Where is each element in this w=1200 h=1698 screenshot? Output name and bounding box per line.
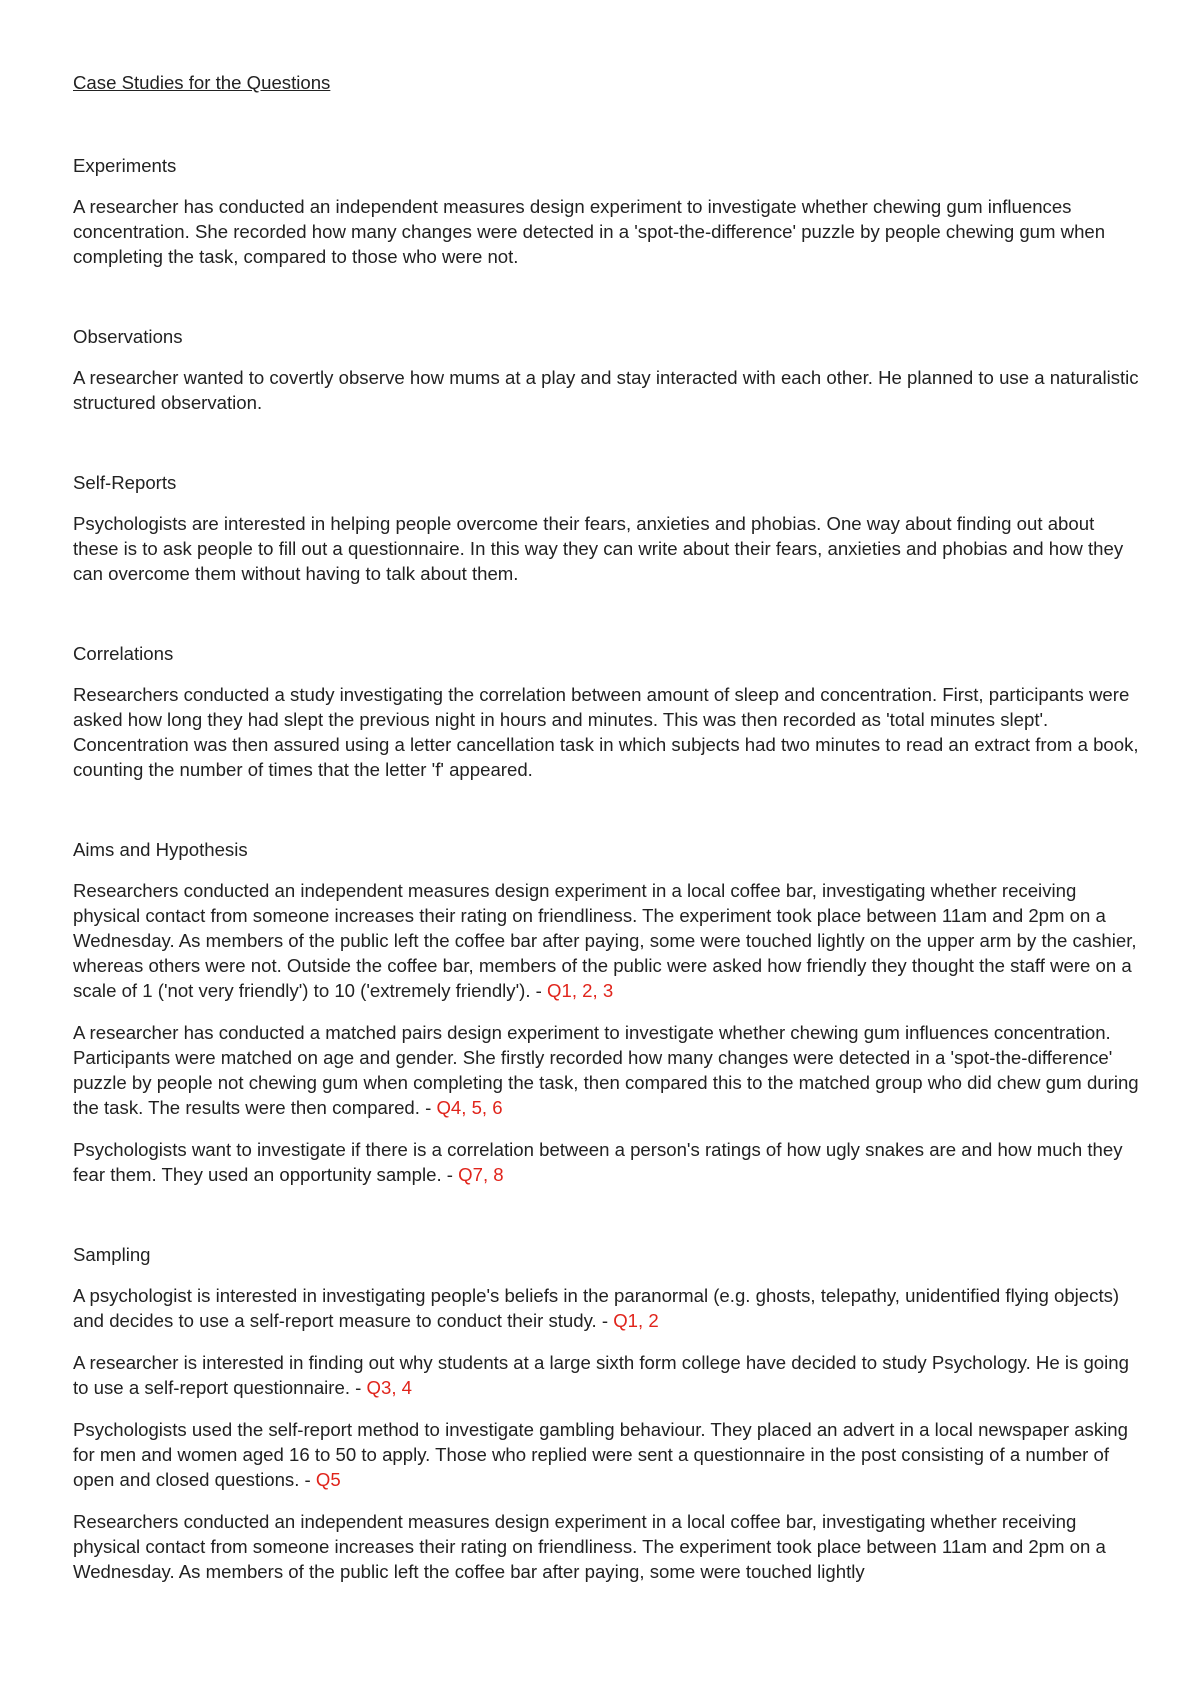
- case-study-paragraph: [73, 1283, 1143, 1333]
- case-study-paragraph: [73, 511, 1143, 586]
- question-reference: Q1, 2: [613, 1310, 659, 1331]
- case-study-paragraph: [73, 878, 1143, 1003]
- case-study-paragraph: [73, 365, 1143, 415]
- section-heading-sampling: Sampling: [73, 1244, 151, 1265]
- question-reference: Q4, 5, 6: [436, 1097, 503, 1118]
- paragraph-text: Researchers conducted an independent measures design experiment in a local coffee bar, investigating whether receiving physical contact from someone increases their rating on friendliness. The experiment took place between 11am and 2pm on a Wednesday. As members of the public left the coffee bar after paying, some were touched lightly: [73, 1511, 1106, 1582]
- paragraph-text: Researchers conducted a study investigating the correlation between amount of sleep and concentration. First, participants were asked how long they had slept the previous night in hours and minutes. This was then recorded as 'total minutes slept'. Concentration was then assured using a letter cancellation task in which subjects had two minutes to read an extract from a book, counting the number of times that the letter 'f' appeared.: [73, 684, 1139, 780]
- document-page: [73, 70, 1143, 1584]
- case-study-paragraph: [73, 194, 1143, 269]
- case-study-paragraph: [73, 1020, 1143, 1120]
- document-title: Case Studies for the Questions: [73, 72, 331, 93]
- case-study-paragraph: [73, 1417, 1143, 1492]
- section-heading-observations: Observations: [73, 326, 183, 347]
- paragraph-text: A researcher has conducted an independent measures design experiment to investigate whether chewing gum influences concentration. She recorded how many changes were detected in a 'spot-the-difference' puzzle by people chewing gum when completing the task, compared to those who were not.: [73, 196, 1106, 267]
- paragraph-text: Researchers conducted an independent measures design experiment in a local coffee bar, investigating whether receiving physical contact from someone increases their rating on friendliness. The experiment took place between 11am and 2pm on a Wednesday. As members of the public left the coffee bar after paying, some were touched lightly on the upper arm by the cashier, whereas others were not. Outside the coffee bar, members of the public were asked how friendly they thought the staff were on a scale of 1 ('not very friendly') to 10 ('extremely friendly'). -: [73, 880, 1137, 1001]
- question-reference: Q1, 2, 3: [547, 980, 614, 1001]
- paragraph-text: Psychologists used the self-report method to investigate gambling behaviour. They placed an advert in a local newspaper asking for men and women aged 16 to 50 to apply. Those who replied were sent a questionnaire in the post consisting of a number of open and closed questions. -: [73, 1419, 1128, 1490]
- question-reference: Q5: [315, 1469, 341, 1490]
- paragraph-text: A psychologist is interested in investigating people's beliefs in the paranormal (e.g. ghosts, telepathy, unidentified flying objects) and decides to use a self-report measure to conduct their study. -: [73, 1285, 1120, 1331]
- paragraph-text: Psychologists want to investigate if there is a correlation between a person's ratings of how ugly snakes are and how much they fear them. They used an opportunity sample. -: [73, 1139, 1123, 1185]
- question-reference: Q3, 4: [366, 1377, 413, 1398]
- case-study-paragraph: [73, 1137, 1143, 1187]
- section-heading-aims-and-hypothesis: Aims and Hypothesis: [73, 839, 248, 860]
- case-study-paragraph: [73, 1350, 1143, 1400]
- case-study-paragraph: [73, 1509, 1143, 1584]
- paragraph-text: A researcher wanted to covertly observe how mums at a play and stay interacted with each other. He planned to use a naturalistic structured observation.: [73, 367, 1139, 413]
- paragraph-text: Psychologists are interested in helping people overcome their fears, anxieties and phobias. One way about finding out about these is to ask people to fill out a questionnaire. In this way they can write about their fears, anxieties and phobias and how they can overcome them without having to talk about them.: [73, 513, 1124, 584]
- paragraph-text: A researcher is interested in finding out why students at a large sixth form college have decided to study Psychology. He is going to use a self-report questionnaire. -: [73, 1352, 1129, 1398]
- question-reference: Q7, 8: [458, 1164, 504, 1185]
- case-study-paragraph: [73, 682, 1143, 782]
- section-heading-self-reports: Self-Reports: [73, 472, 177, 493]
- section-heading-correlations: Correlations: [73, 643, 174, 664]
- paragraph-text: A researcher has conducted a matched pairs design experiment to investigate whether chewing gum influences concentration. Participants were matched on age and gender. She firstly recorded how many changes were detected in a 'spot-the-difference' puzzle by people not chewing gum when completing the task, then compared this to the matched group who did chew gum during the task. The results were then compared. -: [73, 1022, 1139, 1118]
- section-heading-experiments: Experiments: [73, 155, 177, 176]
